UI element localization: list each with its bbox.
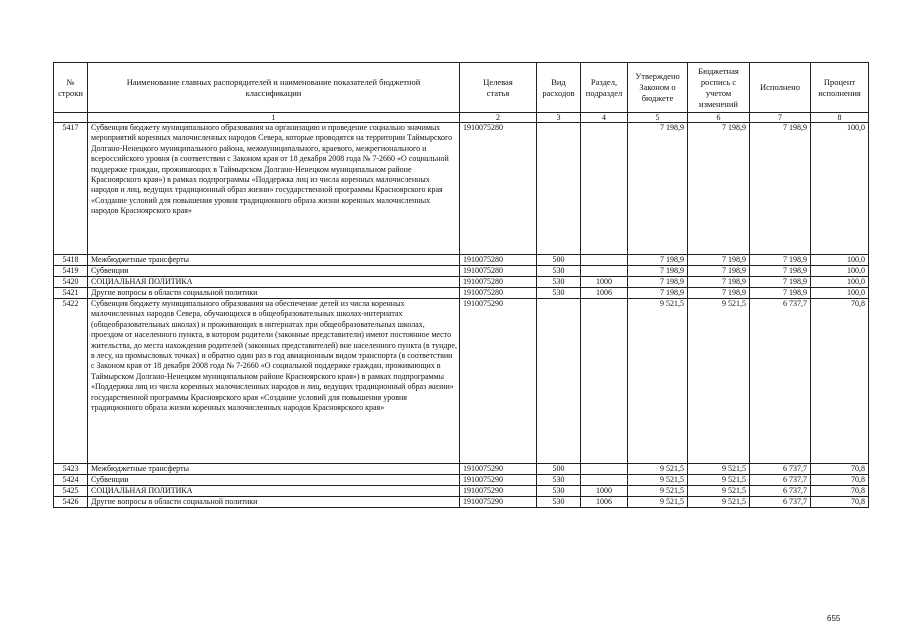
- page-number: 655: [827, 614, 841, 623]
- column-index-row: [54, 113, 869, 123]
- row-name: Субвенция бюджету муниципального образования на организацию и проведение социально значимых мероприятий коренных малочисленных народов Севера, которые проводятся на территории Таймырского Долгано-Ненецкого муниципального района, межмуниципального, краевого, межрегионального и всероссийского уровня (в соответствии с Законом края от 18 декабря 2008 года № 7-2660 «О социальной поддержке граждан, проживающих в Таймырском Долгано-Ненецком муниципальном районе Красноярского края») в рамках подпрограммы «Поддержка лиц из числа коренных малочисленных народов и лиц, ведущих традиционный образ жизни» государственной программы Красноярского края «Создание условий для повышения уровня традиционного образа жизни коренных малочисленных народов Красноярского края»: [88, 123, 460, 255]
- row-section: [581, 299, 628, 464]
- budget-table: [53, 62, 869, 508]
- row-executed: 7 198,9: [750, 277, 811, 288]
- row-number: 5426: [54, 497, 88, 508]
- row-number: 5418: [54, 255, 88, 266]
- row-approved: 9 521,5: [628, 464, 688, 475]
- index-cell: 5: [628, 113, 688, 123]
- row-target: 1910075290: [460, 475, 537, 486]
- row-kind: 530: [537, 497, 581, 508]
- row-target: 1910075290: [460, 299, 537, 464]
- index-cell: 4: [581, 113, 628, 123]
- row-name: Другие вопросы в области социальной политики: [88, 497, 460, 508]
- row-target: 1910075280: [460, 288, 537, 299]
- row-approved: 7 198,9: [628, 255, 688, 266]
- table-row: [54, 255, 869, 266]
- table-row: [54, 266, 869, 277]
- row-approved: 9 521,5: [628, 486, 688, 497]
- row-name: Межбюджетные трансферты: [88, 255, 460, 266]
- row-executed: 6 737,7: [750, 464, 811, 475]
- row-kind: [537, 123, 581, 255]
- row-kind: [537, 299, 581, 464]
- row-percent: 70,8: [811, 475, 869, 486]
- row-executed: 6 737,7: [750, 497, 811, 508]
- index-cell: 1: [88, 113, 460, 123]
- index-cell: 2: [460, 113, 537, 123]
- row-section: 1006: [581, 497, 628, 508]
- row-approved: 7 198,9: [628, 123, 688, 255]
- row-budget: 7 198,9: [688, 266, 750, 277]
- row-target: 1910075280: [460, 277, 537, 288]
- row-budget: 7 198,9: [688, 288, 750, 299]
- row-percent: 100,0: [811, 123, 869, 255]
- row-number: 5421: [54, 288, 88, 299]
- row-section: 1000: [581, 486, 628, 497]
- row-section: [581, 255, 628, 266]
- row-name: Другие вопросы в области социальной политики: [88, 288, 460, 299]
- table-row: [54, 486, 869, 497]
- row-percent: 100,0: [811, 288, 869, 299]
- row-percent: 70,8: [811, 299, 869, 464]
- header-section: Раздел, подраздел: [581, 63, 628, 113]
- header-budget: Бюджетная роспись с учетом изменений: [688, 63, 750, 113]
- header-name: Наименование главных распорядителей и наименование показателей бюджетной классификации: [88, 63, 460, 113]
- row-executed: 6 737,7: [750, 475, 811, 486]
- header-kind: Вид расходов: [537, 63, 581, 113]
- row-section: [581, 266, 628, 277]
- row-percent: 100,0: [811, 277, 869, 288]
- table-row: [54, 288, 869, 299]
- header-target: Целевая статья: [460, 63, 537, 113]
- table-row: [54, 464, 869, 475]
- header-row-no: № строки: [54, 63, 88, 113]
- table-row: [54, 123, 869, 255]
- row-approved: 9 521,5: [628, 475, 688, 486]
- table-row: [54, 277, 869, 288]
- row-number: 5423: [54, 464, 88, 475]
- row-number: 5422: [54, 299, 88, 464]
- table-row: [54, 299, 869, 464]
- budget-table-sheet: [53, 62, 869, 508]
- row-kind: 530: [537, 475, 581, 486]
- row-approved: 9 521,5: [628, 299, 688, 464]
- row-executed: 6 737,7: [750, 486, 811, 497]
- table-row: [54, 497, 869, 508]
- header-percent: Процент исполнения: [811, 63, 869, 113]
- row-percent: 100,0: [811, 255, 869, 266]
- row-executed: 7 198,9: [750, 266, 811, 277]
- row-approved: 7 198,9: [628, 288, 688, 299]
- header-row: [54, 63, 869, 113]
- row-budget: 9 521,5: [688, 486, 750, 497]
- row-name: Субвенция бюджету муниципального образования на обеспечение детей из числа коренных малочисленных народов Севера, обучающихся в общеобразовательных школах-интернатах (общеобразовательных школах) и проживающих в интернатах при общеобразовательных школах, проездом от населенного пункта, в котором родители (законные представители) имеют постоянное место жительства, до места нахождения родителей (законных представителей) вне населенного пункта (в тундре, в лесу, на промысловых точках) и обратно один раз в год авиационным видом транспорта (в соответствии с Законом края от 18 декабря 2008 года № 7-2660 «О социальной поддержке граждан, проживающих в Таймырском Долгано-Ненецком муниципальном районе Красноярского края») в рамках подпрограммы «Поддержка лиц из числа коренных малочисленных народов и лиц, ведущих традиционный образ жизни» государственной программы Красноярского края «Создание условий для повышения уровня традиционного образа жизни коренных малочисленных народов Красноярского края»: [88, 299, 460, 464]
- row-target: 1910075290: [460, 486, 537, 497]
- row-kind: 530: [537, 288, 581, 299]
- row-budget: 9 521,5: [688, 475, 750, 486]
- row-approved: 9 521,5: [628, 497, 688, 508]
- row-target: 1910075280: [460, 255, 537, 266]
- index-cell: 3: [537, 113, 581, 123]
- row-name: СОЦИАЛЬНАЯ ПОЛИТИКА: [88, 277, 460, 288]
- header-approved: Утверждено Законом о бюджете: [628, 63, 688, 113]
- row-executed: 6 737,7: [750, 299, 811, 464]
- row-name: СОЦИАЛЬНАЯ ПОЛИТИКА: [88, 486, 460, 497]
- row-kind: 530: [537, 277, 581, 288]
- row-name: Субвенции: [88, 475, 460, 486]
- row-kind: 500: [537, 464, 581, 475]
- row-number: 5417: [54, 123, 88, 255]
- row-percent: 70,8: [811, 486, 869, 497]
- row-number: 5424: [54, 475, 88, 486]
- row-section: 1006: [581, 288, 628, 299]
- row-target: 1910075280: [460, 266, 537, 277]
- row-approved: 7 198,9: [628, 266, 688, 277]
- row-section: 1000: [581, 277, 628, 288]
- row-percent: 100,0: [811, 266, 869, 277]
- row-budget: 7 198,9: [688, 123, 750, 255]
- index-cell: 6: [688, 113, 750, 123]
- row-budget: 9 521,5: [688, 464, 750, 475]
- row-number: 5420: [54, 277, 88, 288]
- row-kind: 500: [537, 255, 581, 266]
- row-target: 1910075280: [460, 123, 537, 255]
- index-cell: [54, 113, 88, 123]
- row-name: Межбюджетные трансферты: [88, 464, 460, 475]
- row-percent: 70,8: [811, 464, 869, 475]
- row-name: Субвенции: [88, 266, 460, 277]
- row-section: [581, 464, 628, 475]
- header-executed: Исполнено: [750, 63, 811, 113]
- row-executed: 7 198,9: [750, 288, 811, 299]
- row-section: [581, 475, 628, 486]
- row-number: 5425: [54, 486, 88, 497]
- row-target: 1910075290: [460, 497, 537, 508]
- row-budget: 9 521,5: [688, 299, 750, 464]
- row-budget: 9 521,5: [688, 497, 750, 508]
- row-percent: 70,8: [811, 497, 869, 508]
- row-kind: 530: [537, 486, 581, 497]
- index-cell: 7: [750, 113, 811, 123]
- table-row: [54, 475, 869, 486]
- index-cell: 8: [811, 113, 869, 123]
- row-executed: 7 198,9: [750, 123, 811, 255]
- row-number: 5419: [54, 266, 88, 277]
- row-budget: 7 198,9: [688, 255, 750, 266]
- row-budget: 7 198,9: [688, 277, 750, 288]
- row-approved: 7 198,9: [628, 277, 688, 288]
- row-section: [581, 123, 628, 255]
- row-executed: 7 198,9: [750, 255, 811, 266]
- row-target: 1910075290: [460, 464, 537, 475]
- row-kind: 530: [537, 266, 581, 277]
